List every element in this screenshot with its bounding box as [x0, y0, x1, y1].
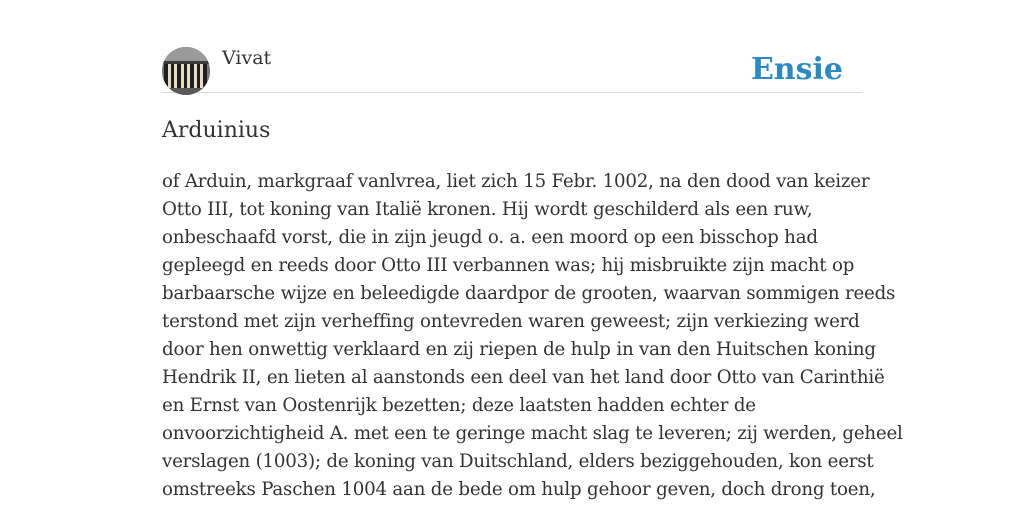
source-name[interactable]: Vivat — [222, 47, 272, 69]
body-line: onbeschaafd vorst, die in zijn jeugd o. a. een moord op een bisschop had — [162, 227, 818, 248]
body-line: of Arduin, markgraaf vanlvrea, liet zich 15 Febr. 1002, na den dood van keizer — [162, 171, 870, 192]
body-line: door hen onwettig verklaard en zij riepen de hulp in van den Huitschen koning — [162, 339, 876, 360]
body-line: Hendrik II, en lieten al aanstonds een deel van het land door Otto van Carinthië — [162, 367, 885, 388]
article-body — [162, 168, 903, 504]
article-title: Arduinius — [162, 118, 271, 143]
body-line: verslagen (1003); de koning van Duitschland, elders beziggehouden, kon eerst — [162, 451, 874, 472]
body-line: en Ernst van Oostenrijk bezetten; deze laatsten hadden echter de — [162, 395, 756, 416]
body-line: onvoorzichtigheid A. met een te geringe macht slag te leveren; zij werden, geheel — [162, 423, 903, 444]
body-line: Otto III, tot koning van Italië kronen. Hij wordt geschilderd als een ruw, — [162, 199, 813, 220]
body-line: terstond met zijn verheffing ontevreden waren geweest; zijn verkiezing werd — [162, 311, 860, 332]
body-line: gepleegd en reeds door Otto III verbannen was; hij misbruikte zijn macht op — [162, 255, 855, 276]
body-line: omstreeks Paschen 1004 aan de bede om hulp gehoor geven, doch drong toen, — [162, 479, 876, 500]
brand-logo[interactable]: Ensie — [750, 52, 843, 87]
body-line: barbaarsche wijze en beleedigde daardpor de grooten, waarvan sommigen reeds — [162, 283, 896, 304]
header — [162, 46, 862, 93]
book-spines-icon[interactable] — [162, 47, 210, 95]
